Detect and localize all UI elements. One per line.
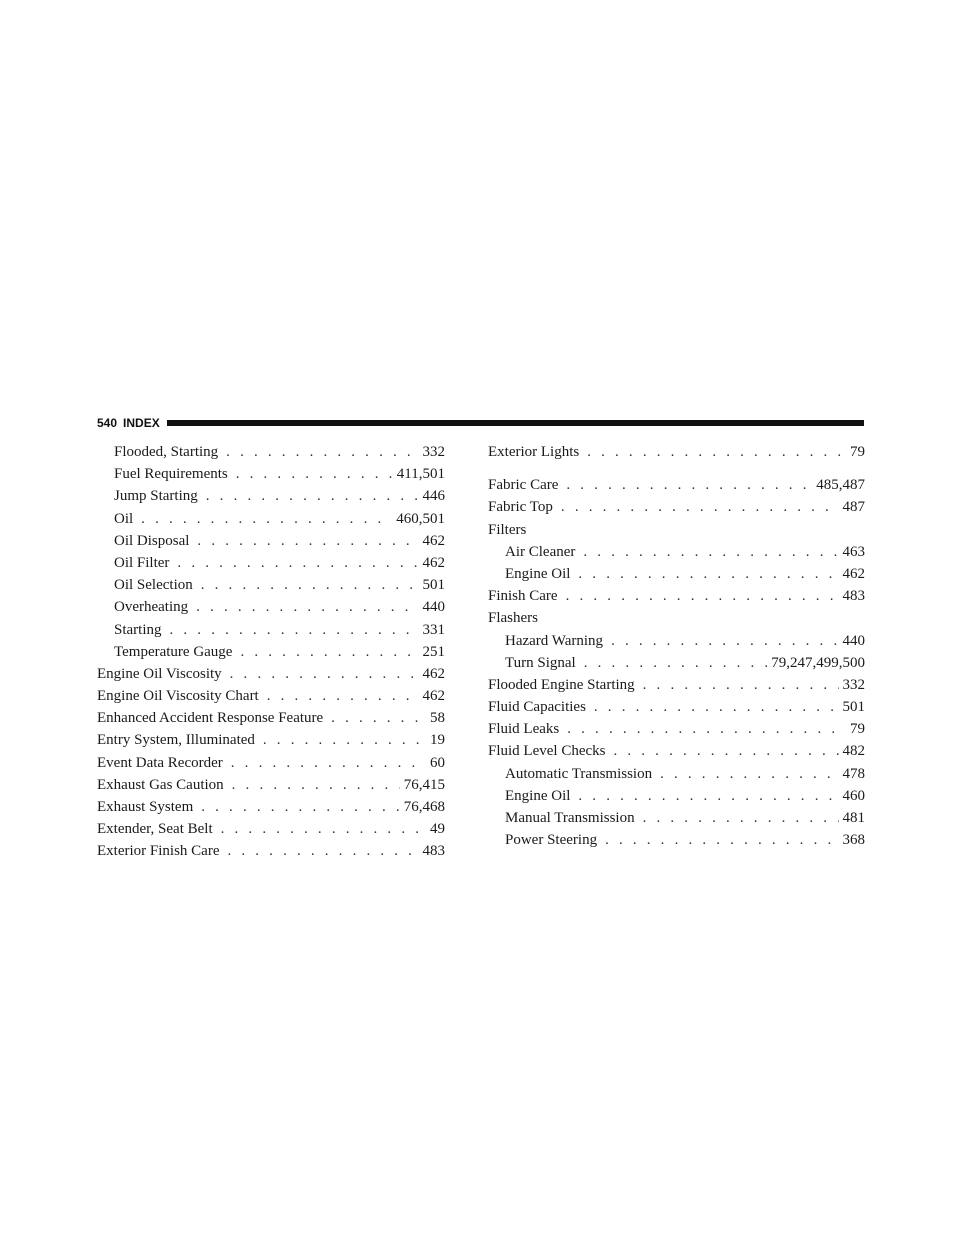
index-entry-pages: 483 — [422, 843, 445, 860]
dot-leader — [587, 441, 846, 463]
index-entry — [488, 740, 865, 762]
index-entry-pages: 79 — [850, 721, 865, 738]
index-entry-pages: 485,487 — [816, 477, 865, 494]
dot-leader — [227, 840, 418, 862]
index-entry-label: Oil Filter — [114, 554, 170, 571]
index-entry-label: Overheating — [114, 599, 189, 616]
index-entry-label: Fuel Requirements — [114, 466, 228, 483]
index-entry-label: Turn Signal — [505, 654, 576, 671]
index-entry-pages: 411,501 — [396, 466, 445, 483]
dot-leader — [605, 829, 838, 851]
index-entry-label: Engine Oil Viscosity — [97, 665, 222, 682]
index-entry — [488, 652, 865, 674]
index-entry — [488, 563, 865, 585]
index-entry-label: Exterior Finish Care — [97, 843, 220, 860]
index-entry-pages: 440 — [422, 599, 445, 616]
index-entry-pages: 478 — [842, 765, 865, 782]
dot-leader — [196, 596, 418, 618]
index-entry — [488, 763, 865, 785]
index-entry-label: Exterior Lights — [488, 444, 580, 460]
index-entry — [488, 541, 865, 563]
dot-leader — [231, 752, 426, 774]
index-entry-label: Jump Starting — [114, 488, 198, 505]
index-column-left — [97, 441, 445, 863]
index-entry — [97, 485, 445, 507]
index-entry-label: Exhaust System — [97, 799, 194, 815]
index-entry-pages: 76,468 — [403, 799, 445, 815]
dot-leader — [232, 774, 400, 796]
index-entry — [488, 829, 865, 851]
index-entry — [488, 585, 865, 607]
index-entry-pages: 462 — [422, 532, 445, 549]
index-entry — [97, 441, 445, 463]
dot-leader — [267, 685, 419, 707]
index-entry — [97, 463, 445, 485]
dot-leader — [578, 563, 838, 585]
index-entry — [488, 519, 865, 541]
index-entry — [97, 552, 445, 574]
index-entry-pages: 60 — [430, 754, 445, 771]
dot-leader — [566, 585, 839, 607]
index-entry — [488, 718, 865, 740]
dot-leader — [226, 441, 418, 463]
index-entry-pages: 19 — [430, 732, 445, 749]
dot-leader — [201, 796, 400, 818]
dot-leader — [141, 508, 392, 530]
index-entry-label: Exhaust Gas Caution — [97, 776, 224, 793]
index-entry-pages: 462 — [422, 554, 445, 571]
dot-leader — [240, 641, 418, 663]
index-entry-label: Starting — [114, 621, 162, 638]
index-entry-label: Entry System, Illuminated — [97, 732, 255, 749]
index-column-right — [488, 441, 865, 851]
index-entry-label: Flooded, Starting — [114, 444, 219, 460]
index-entry-label: Event Data Recorder — [97, 754, 223, 771]
index-entry-label: Filters — [488, 521, 527, 538]
index-entry-pages: 76,415 — [403, 776, 445, 793]
dot-leader — [170, 619, 419, 641]
index-entry-label: Hazard Warning — [505, 632, 604, 649]
index-entry-label: Fluid Level Checks — [488, 743, 606, 760]
index-entry-label: Automatic Transmission — [505, 765, 653, 782]
index-entry-label: Fluid Capacities — [488, 699, 586, 716]
index-entry-pages: 460 — [842, 787, 865, 804]
dot-leader — [660, 763, 838, 785]
index-entry-label: Fabric Top — [488, 499, 553, 516]
index-entry-label: Engine Oil Viscosity Chart — [97, 688, 259, 705]
index-entry-pages: 460,501 — [396, 510, 445, 527]
index-entry-label: Engine Oil — [505, 565, 571, 582]
index-entry — [488, 607, 865, 629]
index-entry-pages: 483 — [842, 588, 865, 605]
index-entry-label: Flashers — [488, 610, 538, 627]
index-entry — [488, 807, 865, 829]
index-entry — [488, 496, 865, 518]
index-entry — [97, 774, 445, 796]
index-entry-pages: 251 — [422, 643, 445, 660]
index-entry-pages: 481 — [842, 810, 865, 826]
dot-leader — [643, 807, 839, 829]
index-entry — [97, 818, 445, 840]
index-entry-pages: 79 — [850, 444, 865, 460]
dot-leader — [611, 630, 838, 652]
section-title: INDEX — [123, 416, 160, 430]
index-entry — [488, 785, 865, 807]
index-entry-pages: 463 — [842, 543, 865, 560]
index-entry-label: Extender, Seat Belt — [97, 821, 213, 838]
dot-leader — [584, 652, 768, 674]
index-entry-pages: 79,247,499,500 — [771, 654, 865, 671]
index-entry-pages: 462 — [422, 688, 445, 705]
index-entry-label: Temperature Gauge — [114, 643, 233, 660]
index-entry-label: Fabric Care — [488, 477, 559, 494]
dot-leader — [197, 530, 418, 552]
index-entry-pages: 440 — [842, 632, 865, 649]
index-entry-pages: 462 — [842, 565, 865, 582]
index-entry-pages: 49 — [430, 821, 445, 838]
dot-leader — [578, 785, 838, 807]
index-entry — [97, 729, 445, 751]
index-entry — [97, 707, 445, 729]
index-entry-label: Oil — [114, 510, 134, 527]
index-entry-label: Oil Selection — [114, 577, 193, 594]
index-entry — [97, 574, 445, 596]
index-entry — [488, 696, 865, 718]
index-entry-pages: 501 — [422, 577, 445, 594]
index-entry-label: Air Cleaner — [505, 543, 576, 560]
dot-leader — [221, 818, 426, 840]
index-entry-pages: 501 — [842, 699, 865, 716]
index-entry — [97, 596, 445, 618]
index-entry-pages: 487 — [842, 499, 865, 516]
index-entry — [97, 840, 445, 862]
dot-leader — [643, 674, 839, 696]
dot-leader — [236, 463, 393, 485]
index-entry — [97, 530, 445, 552]
dot-leader — [177, 552, 418, 574]
index-entry — [488, 674, 865, 696]
page-number: 540 — [97, 416, 118, 430]
index-entry-label: Engine Oil — [505, 787, 571, 804]
dot-leader — [263, 729, 426, 751]
dot-leader — [583, 541, 838, 563]
page-header — [97, 414, 864, 432]
index-entry-label: Power Steering — [505, 832, 598, 849]
index-entry-label: Flooded Engine Starting — [488, 676, 635, 693]
index-entry-pages: 462 — [422, 665, 445, 682]
index-entry — [488, 630, 865, 652]
index-entry — [97, 663, 445, 685]
index-entry-pages: 331 — [422, 621, 445, 638]
dot-leader — [613, 740, 838, 762]
index-entry-pages: 332 — [422, 444, 445, 460]
dot-leader — [567, 718, 846, 740]
index-entry-label: Finish Care — [488, 588, 558, 605]
index-entry — [97, 752, 445, 774]
index-entry — [97, 796, 445, 818]
index-entry — [97, 508, 445, 530]
index-entry-pages: 446 — [422, 488, 445, 505]
index-entry-pages: 482 — [842, 743, 865, 760]
index-entry-pages: 368 — [842, 832, 865, 849]
index-entry — [97, 641, 445, 663]
index-entry-label: Manual Transmission — [505, 810, 635, 826]
index-entry — [488, 441, 865, 463]
index-entry-label: Fluid Leaks — [488, 721, 560, 738]
dot-leader — [566, 474, 812, 496]
index-entry-pages: 58 — [430, 710, 445, 727]
index-entry — [97, 685, 445, 707]
dot-leader — [230, 663, 419, 685]
index-entry-pages: 332 — [842, 676, 865, 693]
header-rule — [167, 420, 864, 426]
dot-leader — [561, 496, 839, 518]
dot-leader — [206, 485, 419, 507]
index-entry-label: Enhanced Accident Response Feature — [97, 710, 324, 727]
dot-leader — [201, 574, 419, 596]
index-entry — [97, 619, 445, 641]
index-entry-label: Oil Disposal — [114, 532, 190, 549]
dot-leader — [331, 707, 426, 729]
dot-leader — [594, 696, 839, 718]
index-entry — [488, 474, 865, 496]
